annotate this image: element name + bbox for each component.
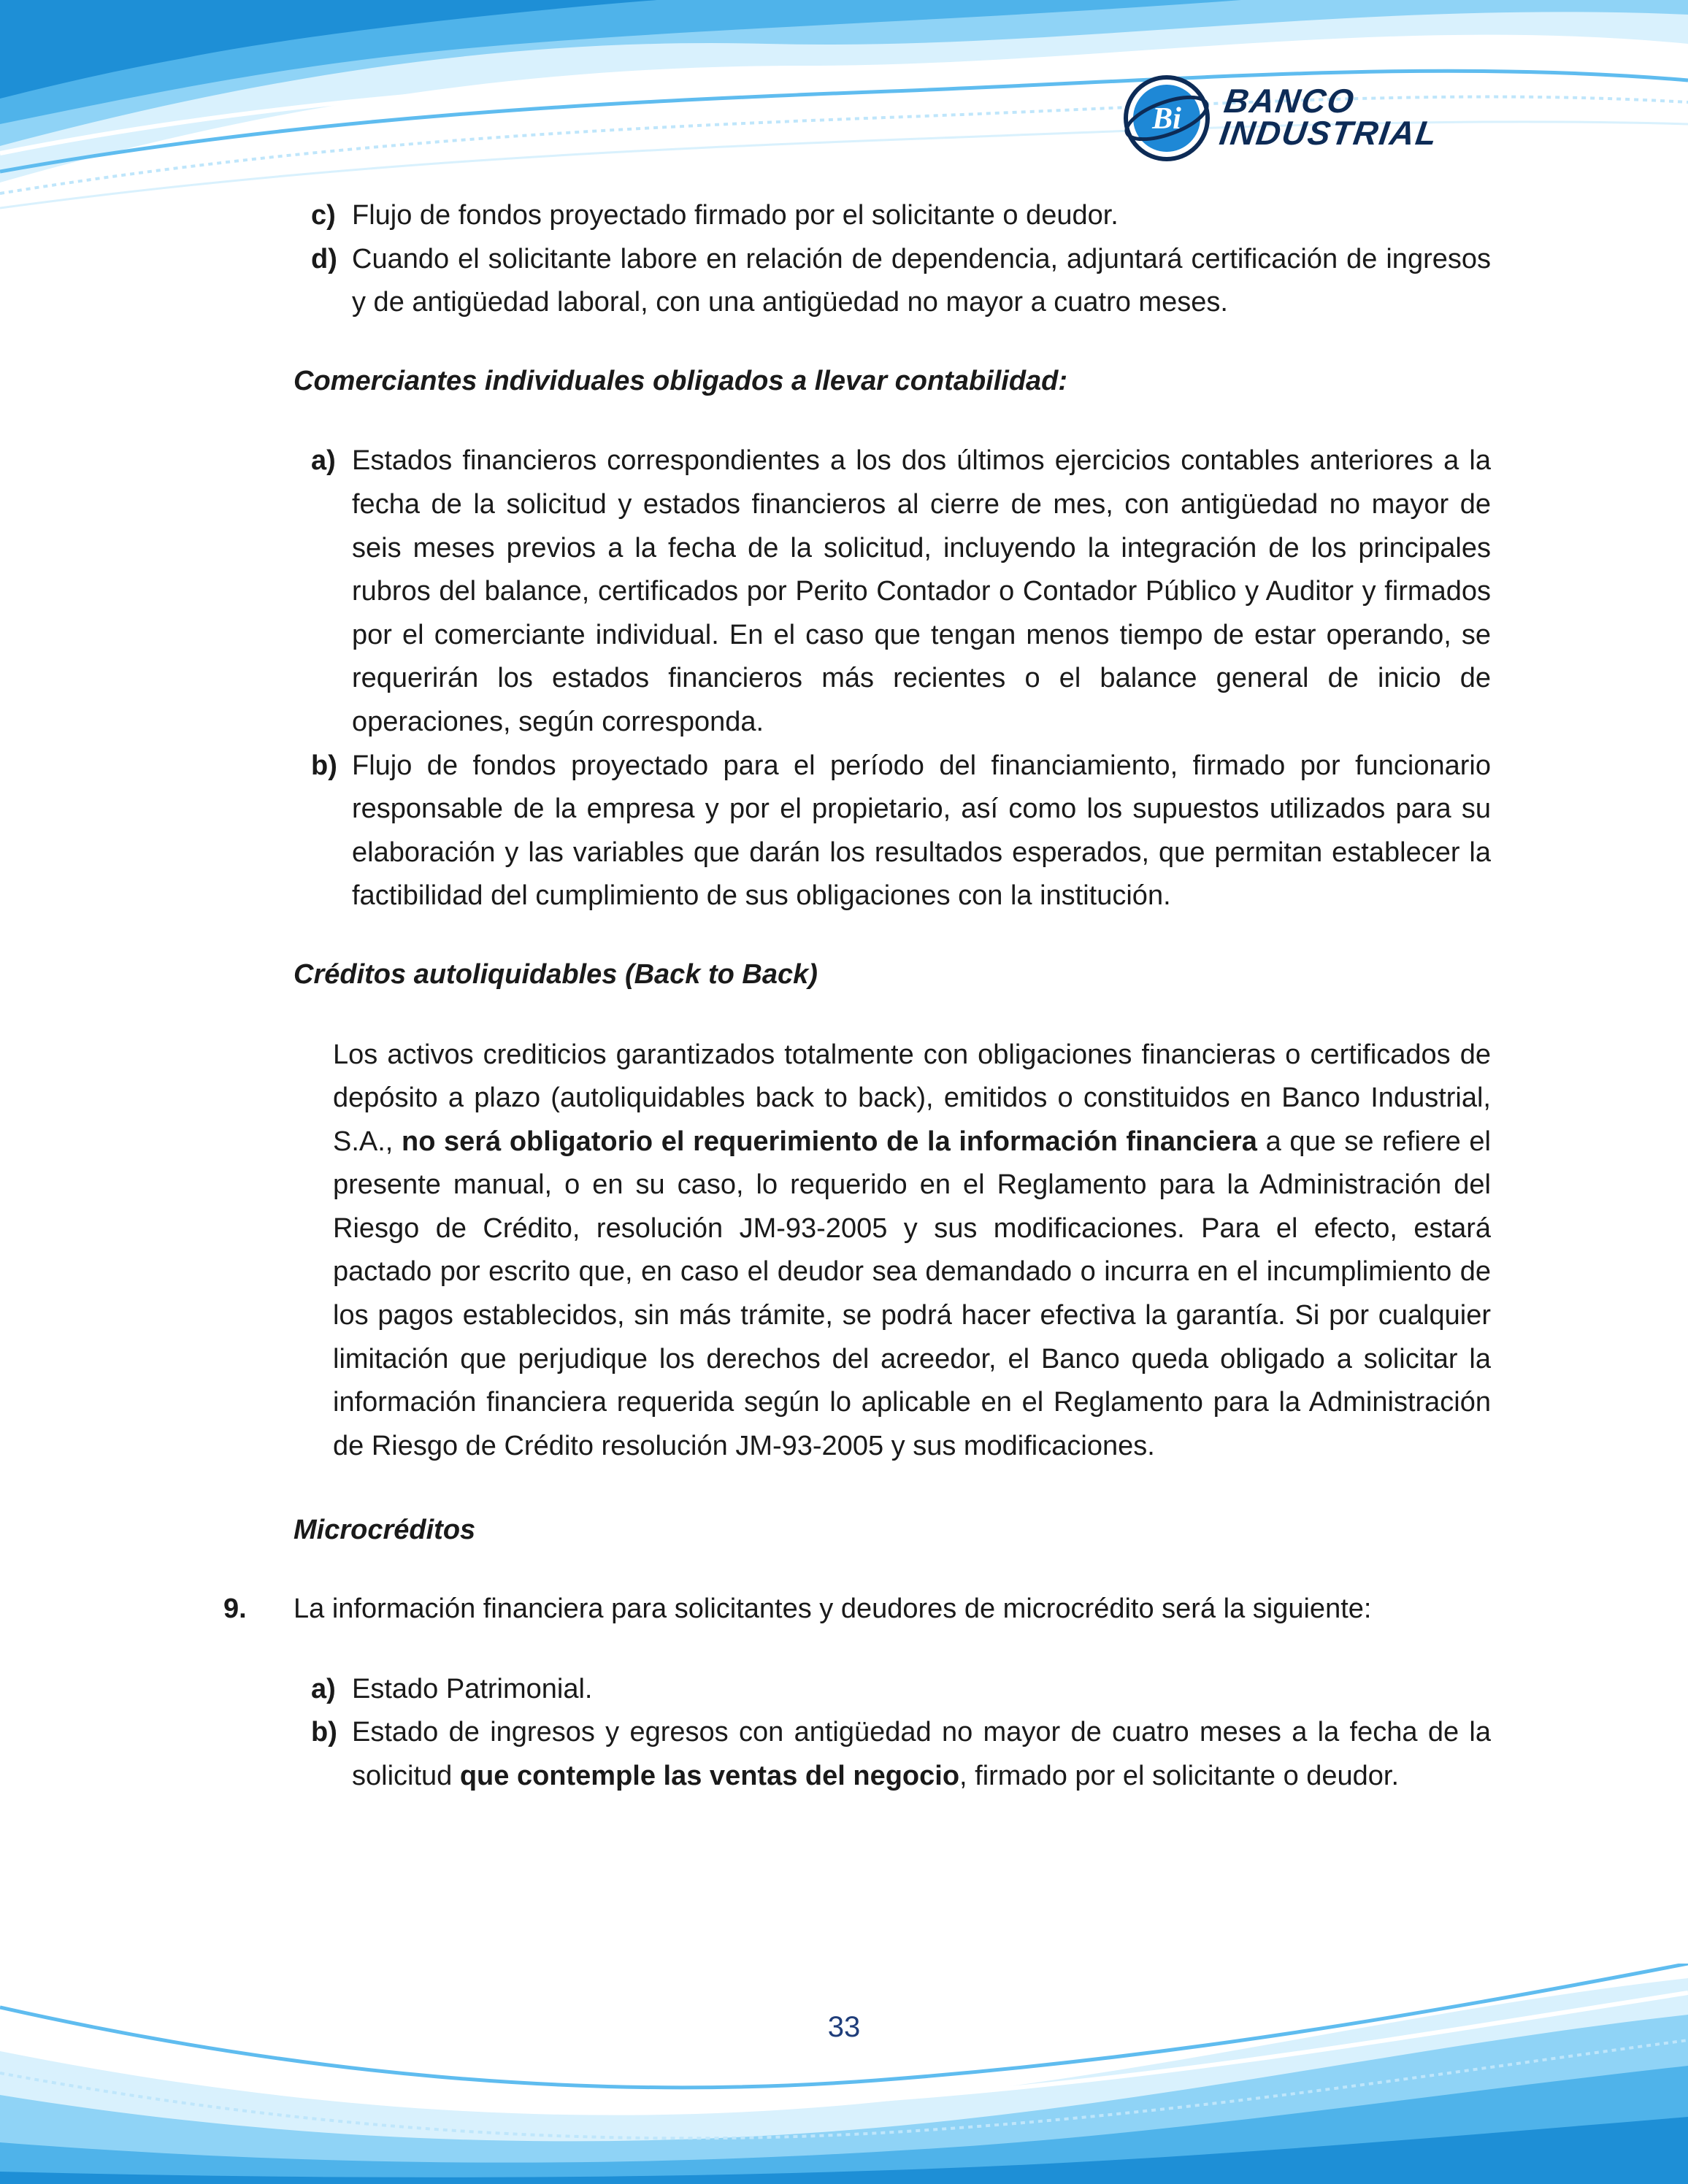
brand-name-line2: INDUSTRIAL xyxy=(1217,114,1441,152)
list-item-text: , firmado por el solicitante o deudor. xyxy=(959,1760,1400,1791)
list-item xyxy=(311,439,1491,744)
banco-industrial-logo xyxy=(1121,73,1486,164)
list-item-text: Estado de ingresos y egresos con antigüedad no mayor de cuatro meses a la fecha de la solicitud xyxy=(352,1717,1491,1791)
section-heading: Microcréditos xyxy=(294,1515,476,1546)
list-item xyxy=(311,1711,1491,1798)
list-item-text: Flujo de fondos proyectado firmado por el solicitante o deudor. xyxy=(352,200,1119,231)
list-item xyxy=(311,745,1491,918)
list-marker: a) xyxy=(311,445,336,477)
brand-name xyxy=(1217,82,1491,152)
list-item xyxy=(311,238,1491,325)
list-item xyxy=(311,1668,1491,1712)
brand-name-line1: BANCO xyxy=(1221,82,1358,120)
list-marker: c) xyxy=(311,200,336,231)
list-item-text: Flujo de fondos proyectado para el período del financiamiento, firmado por funcionario responsable de la empresa y por el propietario, así como los supuestos utilizados para su elaboración y las variables que darán los resultados esperados, que permitan establecer la factibilidad del cumplimiento de sus obligaciones con la institución. xyxy=(352,750,1491,912)
list-item-text: Cuando el solicitante labore en relación de dependencia, adjuntará certificación de ingresos y de antigüedad laboral, con una antigüedad no mayor a cuatro meses. xyxy=(352,243,1491,318)
paragraph-bold-text: no será obligatorio el requerimiento de la información financiera xyxy=(401,1126,1257,1157)
document-body xyxy=(0,194,1688,1798)
list-item xyxy=(311,194,1491,238)
list-marker: b) xyxy=(311,750,337,781)
section-heading: Comerciantes individuales obligados a llevar contabilidad: xyxy=(294,365,1068,396)
list-item-bold-text: que contemple las ventas del negocio xyxy=(459,1760,960,1791)
numbered-marker: 9. xyxy=(223,1593,247,1625)
list-marker: b) xyxy=(311,1717,337,1748)
list-marker: d) xyxy=(311,243,337,274)
list-marker: a) xyxy=(311,1673,336,1704)
section-heading: Créditos autoliquidables (Back to Back) xyxy=(294,958,818,990)
paragraph-text: a que se refiere el presente manual, o en su caso, lo requerido en el Reglamento para la Administración del Riesgo de Crédito, resolución JM-93-2005 y sus modificaciones. Para el efecto, estará pactado por escrito que, en caso el deudor sea demandado o incurra en el incumplimiento de los pagos establecidos, sin más trámite, se podrá hacer efectiva la garantía. Si por cualquier limitación que perjudique los derechos del acreedor, el Banco queda obligado a solicitar la información financiera requerida según lo aplicable en el Reglamento para la Administración de Riesgo de Crédito resolución JM-93-2005 y sus modificaciones. xyxy=(333,1126,1491,1461)
numbered-item xyxy=(223,1588,1491,1631)
numbered-item-text: La información financiera para solicitantes y deudores de microcrédito será la siguiente: xyxy=(294,1593,1372,1625)
list-item-text: Estados financieros correspondientes a los dos últimos ejercicios contables anteriores a la fecha de la solicitud y estados financieros al cierre de mes, con antigüedad no mayor de seis meses previos a la fecha de la solicitud, incluyendo la integración de los principales rubros del balance, certificados por Perito Contador o Contador Público y Auditor y firmados por el comerciante individual. En el caso que tengan menos tiempo de estar operando, se requerirán los estados financieros más recientes o el balance general de inicio de operaciones, según corresponda. xyxy=(352,445,1491,737)
paragraph xyxy=(333,1034,1491,1469)
footer-wave-decoration xyxy=(0,1964,1688,2184)
list-item-text: Estado Patrimonial. xyxy=(352,1673,593,1704)
svg-text:Bi: Bi xyxy=(1152,102,1181,136)
paragraph-text: Los activos crediticios garantizados totalmente con obligaciones financieras o certificados de depósito a plazo (autoliquidables back to back), emitidos o constituidos en Banco Industrial, S.A., xyxy=(333,1039,1491,1157)
page-number: 33 xyxy=(827,2011,861,2043)
